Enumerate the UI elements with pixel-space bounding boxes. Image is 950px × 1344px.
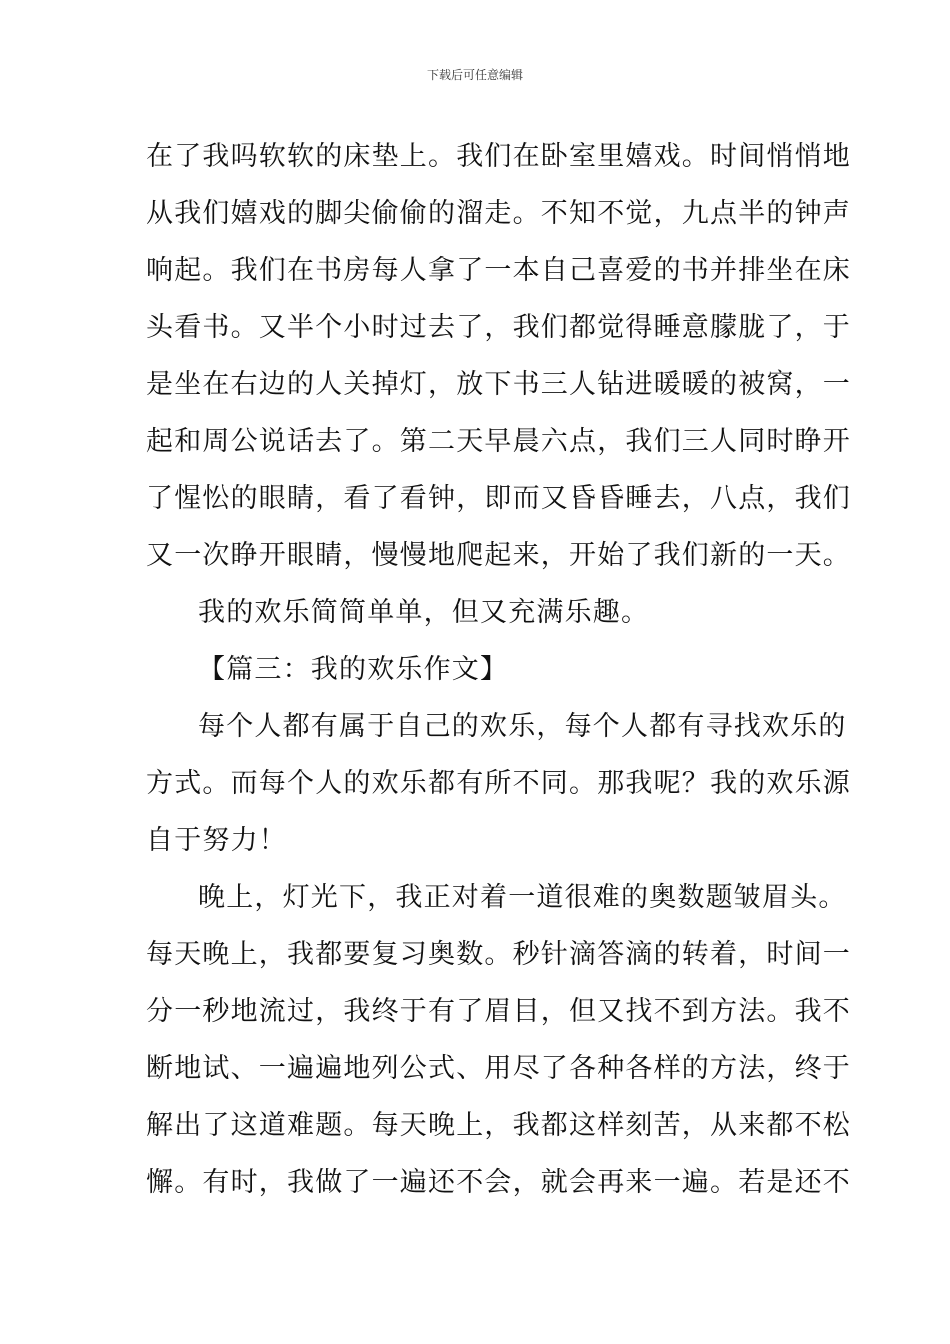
text-line: 晚上，灯光下，我正对着一道很难的奥数题皱眉头。 — [198, 882, 847, 913]
text-line: 响起。我们在书房每人拿了一本自己喜爱的书并排坐在床 — [146, 255, 851, 286]
text-line: 是坐在右边的人关掉灯，放下书三人钻进暖暖的被窝，一 — [146, 369, 851, 400]
text-line: 了惺忪的眼睛，看了看钟，即而又昏昏睡去，八点，我们 — [146, 483, 851, 514]
text-line: 每天晚上，我都要复习奥数。秒针滴答滴的转着，时间一 — [146, 939, 851, 970]
text-line: 每个人都有属于自己的欢乐，每个人都有寻找欢乐的 — [198, 711, 847, 742]
text-line: 解出了这道难题。每天晚上，我都这样刻苦，从来都不松 — [146, 1110, 851, 1141]
text-line: 自于努力！ — [146, 825, 287, 856]
text-line: 懈。有时，我做了一遍还不会，就会再来一遍。若是还不 — [146, 1167, 851, 1198]
text-line: 起和周公说话去了。第二天早晨六点，我们三人同时睁开 — [146, 426, 851, 457]
text-line: 断地试、一遍遍地列公式、用尽了各种各样的方法，终于 — [146, 1053, 851, 1084]
text-line: 从我们嬉戏的脚尖偷偷的溜走。不知不觉，九点半的钟声 — [146, 198, 851, 229]
text-line: 头看书。又半个小时过去了，我们都觉得睡意朦胧了，于 — [146, 312, 851, 343]
text-line: 我的欢乐简简单单，但又充满乐趣。 — [198, 597, 650, 628]
document-body — [146, 128, 851, 1211]
text-line: 在了我吗软软的床垫上。我们在卧室里嬉戏。时间悄悄地 — [146, 141, 851, 172]
section-heading: 【篇三：我的欢乐作文】 — [198, 654, 509, 685]
text-line: 分一秒地流过，我终于有了眉目，但又找不到方法。我不 — [146, 996, 851, 1027]
text-line: 方式。而每个人的欢乐都有所不同。那我呢？我的欢乐源 — [146, 768, 851, 799]
text-line: 又一次睁开眼睛，慢慢地爬起来，开始了我们新的一天。 — [146, 540, 851, 571]
page-header: 下载后可任意编辑 — [426, 68, 523, 82]
